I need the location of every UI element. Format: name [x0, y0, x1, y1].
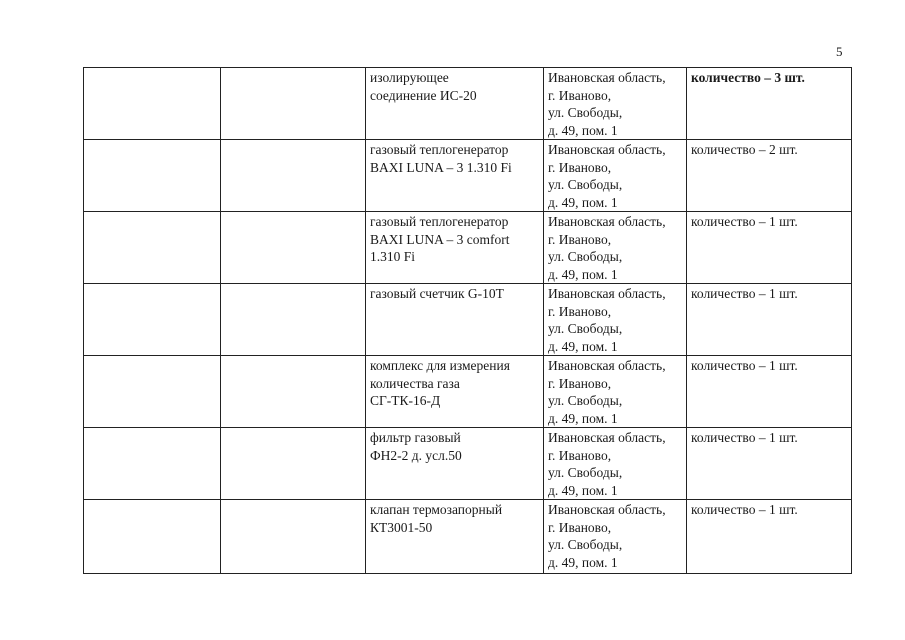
- equipment-name-line: BAXI LUNA – 3 1.310 Fi: [370, 159, 512, 175]
- address-line: ул. Свободы,: [548, 321, 623, 336]
- address-cell: [544, 140, 687, 212]
- address-line: г. Иваново,: [548, 87, 612, 103]
- empty-cell-col1: [84, 356, 221, 428]
- quantity-cell: [687, 212, 852, 284]
- equipment-name-cell: [366, 356, 544, 428]
- address-cell: [544, 500, 687, 574]
- address-line: ул. Свободы,: [548, 249, 623, 264]
- quantity-cell: [687, 428, 852, 500]
- quantity-text: количество – 1 шт.: [691, 502, 798, 517]
- equipment-name-line: клапан термозапорный: [370, 502, 503, 517]
- empty-cell-col2: [221, 284, 366, 356]
- empty-cell-col1: [84, 284, 221, 356]
- quantity-text: количество – 3 шт.: [691, 70, 805, 85]
- address-line: д. 49, пом. 1: [548, 194, 618, 210]
- address-cell: [544, 212, 687, 284]
- page-number: 5: [836, 44, 843, 59]
- table-row: [84, 500, 852, 574]
- equipment-name-line: ФН2-2 д. усл.50: [370, 447, 462, 463]
- address-line: г. Иваново,: [548, 519, 612, 535]
- equipment-name-cell: [366, 212, 544, 284]
- table-row: [84, 68, 852, 140]
- address-cell: [544, 356, 687, 428]
- address-line: Ивановская область,: [548, 430, 666, 445]
- empty-cell-col1: [84, 212, 221, 284]
- address-line: Ивановская область,: [548, 142, 666, 157]
- table-row: [84, 356, 852, 428]
- table-row: [84, 428, 852, 500]
- quantity-text: количество – 2 шт.: [691, 142, 798, 157]
- equipment-name-line: соединение ИС-20: [370, 87, 477, 103]
- quantity-cell: [687, 68, 852, 140]
- table-row: [84, 140, 852, 212]
- empty-cell-col1: [84, 68, 221, 140]
- empty-cell-col1: [84, 500, 221, 574]
- equipment-name-line: газовый теплогенератор: [370, 142, 509, 157]
- equipment-name-line: BAXI LUNA – 3 comfort: [370, 231, 510, 247]
- equipment-name-cell: [366, 68, 544, 140]
- inventory-table: [83, 67, 852, 574]
- quantity-cell: [687, 356, 852, 428]
- quantity-cell: [687, 500, 852, 574]
- empty-cell-col2: [221, 428, 366, 500]
- equipment-name-line: СГ-ТК-16-Д: [370, 393, 441, 408]
- quantity-text: количество – 1 шт.: [691, 358, 798, 373]
- address-line: г. Иваново,: [548, 231, 612, 247]
- quantity-text: количество – 1 шт.: [691, 430, 798, 445]
- equipment-name-line: газовый теплогенератор: [370, 214, 509, 229]
- address-line: г. Иваново,: [548, 447, 612, 463]
- address-line: г. Иваново,: [548, 159, 612, 175]
- empty-cell-col1: [84, 428, 221, 500]
- empty-cell-col2: [221, 140, 366, 212]
- quantity-text: количество – 1 шт.: [691, 214, 798, 229]
- equipment-name-line: количества газа: [370, 375, 460, 391]
- empty-cell-col1: [84, 140, 221, 212]
- equipment-name-line: изолирующее: [370, 70, 449, 85]
- table-body: [84, 68, 852, 574]
- address-line: Ивановская область,: [548, 70, 666, 85]
- address-cell: [544, 68, 687, 140]
- empty-cell-col2: [221, 212, 366, 284]
- address-line: ул. Свободы,: [548, 177, 623, 192]
- address-line: ул. Свободы,: [548, 393, 623, 408]
- address-line: д. 49, пом. 1: [548, 410, 618, 426]
- equipment-name-cell: [366, 140, 544, 212]
- address-line: Ивановская область,: [548, 502, 666, 517]
- address-cell: [544, 284, 687, 356]
- address-line: г. Иваново,: [548, 303, 612, 319]
- equipment-name-line: 1.310 Fi: [370, 249, 416, 264]
- address-line: ул. Свободы,: [548, 105, 623, 120]
- equipment-name-cell: [366, 500, 544, 574]
- equipment-name-line: КТ3001-50: [370, 519, 433, 535]
- empty-cell-col2: [221, 356, 366, 428]
- address-line: Ивановская область,: [548, 214, 666, 229]
- equipment-name-line: фильтр газовый: [370, 430, 461, 445]
- equipment-name-cell: [366, 284, 544, 356]
- address-line: д. 49, пом. 1: [548, 554, 618, 570]
- address-line: ул. Свободы,: [548, 537, 623, 552]
- address-line: г. Иваново,: [548, 375, 612, 391]
- address-line: д. 49, пом. 1: [548, 122, 618, 138]
- empty-cell-col2: [221, 500, 366, 574]
- quantity-text: количество – 1 шт.: [691, 286, 798, 301]
- equipment-name-line: газовый счетчик G-10Т: [370, 286, 504, 301]
- address-line: д. 49, пом. 1: [548, 338, 618, 354]
- address-line: д. 49, пом. 1: [548, 482, 618, 498]
- quantity-cell: [687, 140, 852, 212]
- table-row: [84, 212, 852, 284]
- address-cell: [544, 428, 687, 500]
- empty-cell-col2: [221, 68, 366, 140]
- equipment-name-cell: [366, 428, 544, 500]
- quantity-cell: [687, 284, 852, 356]
- table-row: [84, 284, 852, 356]
- address-line: ул. Свободы,: [548, 465, 623, 480]
- equipment-name-line: комплекс для измерения: [370, 358, 510, 373]
- address-line: д. 49, пом. 1: [548, 266, 618, 282]
- address-line: Ивановская область,: [548, 358, 666, 373]
- address-line: Ивановская область,: [548, 286, 666, 301]
